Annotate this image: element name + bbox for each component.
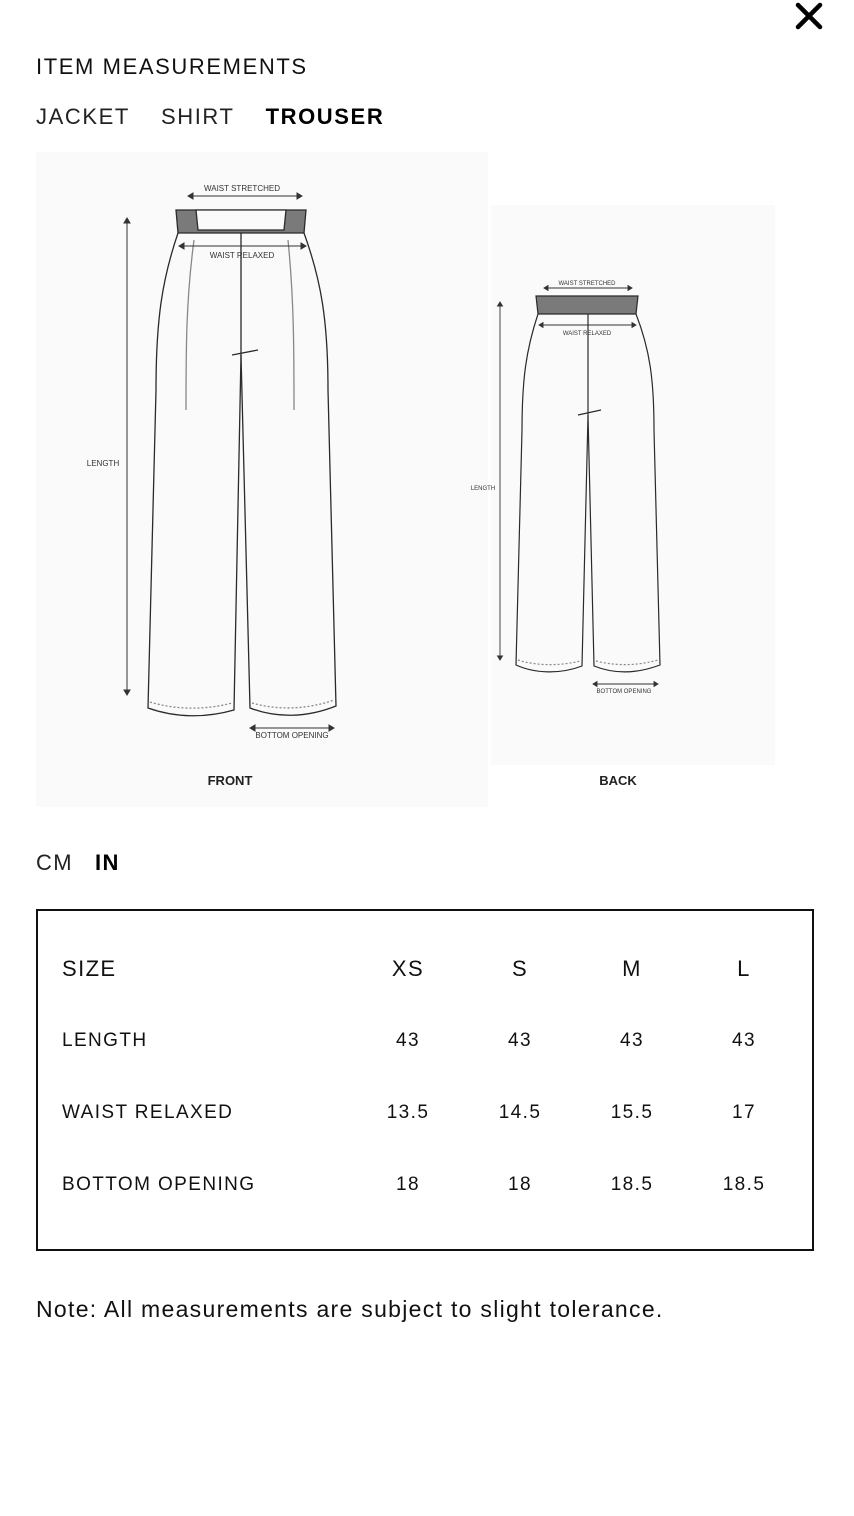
row-label: BOTTOM OPENING [62, 1174, 256, 1195]
table-row [62, 1005, 800, 1077]
page-title: ITEM MEASUREMENTS [36, 54, 308, 79]
tab-shirt[interactable]: SHIRT [160, 104, 235, 129]
header-size: SIZE [62, 956, 117, 981]
tab-jacket[interactable]: JACKET [36, 104, 130, 129]
back-length-label: LENGTH [470, 486, 496, 492]
table-cell: 17 [732, 1102, 756, 1123]
back-caption: BACK [599, 773, 637, 788]
size-chart [36, 909, 814, 1251]
tab-trouser[interactable]: TROUSER [265, 104, 385, 129]
table-cell: 43 [396, 1030, 420, 1051]
back-waist-relaxed-label: WAIST RELAXED [562, 331, 612, 337]
table-row [62, 1149, 800, 1221]
unit-cm-button[interactable]: CM [36, 850, 74, 875]
size-table [62, 933, 800, 1221]
table-cell: 18.5 [610, 1174, 654, 1195]
front-length-label: LENGTH [86, 459, 120, 468]
garment-tabs [36, 104, 415, 130]
close-icon [792, 0, 826, 34]
tolerance-note: Note: All measurements are subject to slight tolerance. [36, 1296, 664, 1322]
header-xs: XS [391, 956, 425, 981]
back-waist-stretched-label: WAIST STRETCHED [558, 281, 616, 287]
header-m: M [622, 956, 642, 981]
trouser-measurement-diagram [36, 150, 778, 820]
row-label: WAIST RELAXED [62, 1102, 234, 1123]
table-cell: 15.5 [610, 1102, 654, 1123]
close-button[interactable] [792, 0, 826, 34]
unit-toggle [36, 850, 142, 876]
table-cell: 43 [620, 1030, 644, 1051]
table-cell: 13.5 [386, 1102, 430, 1123]
back-bottom-opening-label: BOTTOM OPENING [596, 689, 652, 695]
header-l: L [737, 956, 751, 981]
table-cell: 14.5 [498, 1102, 542, 1123]
unit-in-button[interactable]: IN [95, 850, 120, 875]
back-diagram-background [491, 205, 775, 765]
table-cell: 18 [508, 1174, 532, 1195]
table-cell: 43 [732, 1030, 756, 1051]
front-caption: FRONT [207, 773, 253, 788]
table-row [62, 1077, 800, 1149]
table-cell: 18 [396, 1174, 420, 1195]
table-header-row [62, 933, 800, 1005]
header-s: S [511, 956, 529, 981]
row-label: LENGTH [62, 1030, 148, 1051]
front-waist-stretched-label: WAIST STRETCHED [203, 184, 281, 193]
table-cell: 43 [508, 1030, 532, 1051]
front-waist-relaxed-label: WAIST RELAXED [209, 251, 275, 260]
table-cell: 18.5 [722, 1174, 766, 1195]
front-bottom-opening-label: BOTTOM OPENING [255, 731, 329, 740]
